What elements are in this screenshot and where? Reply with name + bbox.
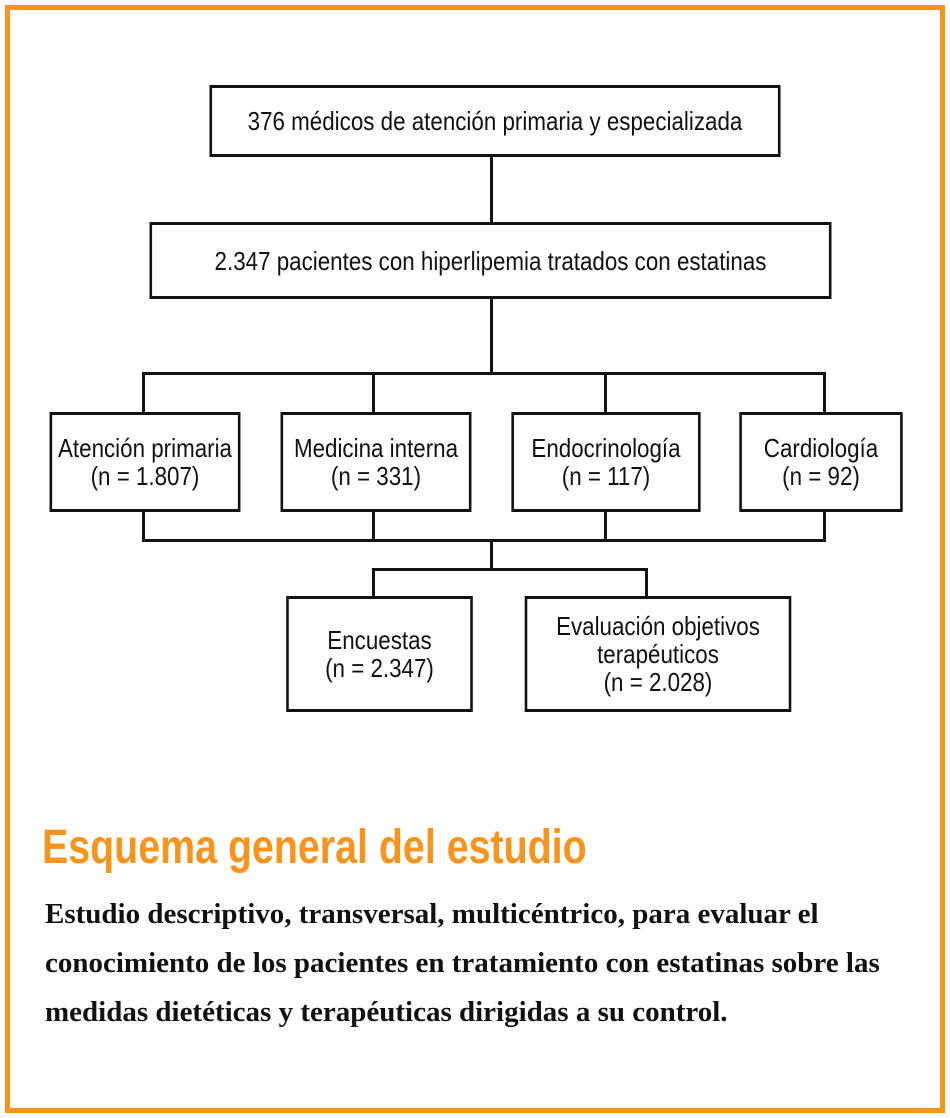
connector-drop-3 [604, 372, 607, 414]
connector-upper-bus [142, 372, 826, 375]
connector-top-to-patients [490, 155, 493, 224]
specialty-count: (n = 331) [330, 461, 422, 491]
specialty-box-medicina-interna [281, 412, 472, 512]
specialty-box-atencion-primaria [50, 412, 241, 512]
outcome-box-encuestas [286, 596, 473, 712]
outcome-label: Encuestas [327, 625, 432, 655]
specialty-count: (n = 92) [782, 461, 860, 491]
connector-drop-1 [142, 372, 145, 414]
outcome-count: (n = 2.028) [603, 667, 713, 697]
connector-drop-4 [823, 372, 826, 414]
specialty-count: (n = 117) [561, 461, 651, 491]
connector-lower-bus [142, 539, 826, 542]
connector-outcome-drop-2 [645, 568, 648, 598]
outcome-box-evaluacion [525, 596, 792, 712]
connector-rise-3 [604, 510, 607, 541]
specialty-name: Endocrinología [531, 433, 681, 463]
connector-outcome-bus [372, 568, 648, 571]
connector-rise-1 [142, 510, 145, 541]
patients-box [150, 222, 832, 299]
connector-patients-stem [490, 297, 493, 374]
patients-label: 2.347 pacientes con hiperlipemia tratados con estatinas [214, 245, 767, 276]
specialty-count: (n = 1.807) [90, 461, 200, 491]
outcome-count: (n = 2.347) [325, 653, 434, 683]
specialty-box-cardiologia [739, 412, 902, 512]
outcome-label-continued: terapéuticos [597, 639, 719, 669]
specialty-name: Medicina interna [293, 433, 459, 463]
specialty-name: Cardiología [763, 433, 879, 463]
connector-outcome-drop-1 [372, 568, 375, 598]
connector-rise-4 [823, 510, 826, 541]
connector-lower-stem [490, 539, 493, 570]
figure-description: Estudio descriptivo, transversal, multicéntrico, para evaluar el conocimiento de los pacientes en tratamiento con estatinas sobre las medidas dietéticas y terapéuticas dirigidas a su control. [45, 898, 880, 1028]
figure-title: Esquema general del estudio [42, 821, 587, 874]
connector-drop-2 [372, 372, 375, 414]
specialty-name: Atención primaria [58, 433, 232, 463]
specialty-box-endocrinologia [511, 412, 700, 512]
outcome-label: Evaluación objetivos [556, 611, 760, 641]
connector-rise-2 [372, 510, 375, 541]
physicians-box [209, 85, 780, 157]
physicians-label: 376 médicos de atención primaria y especializada [247, 106, 743, 136]
